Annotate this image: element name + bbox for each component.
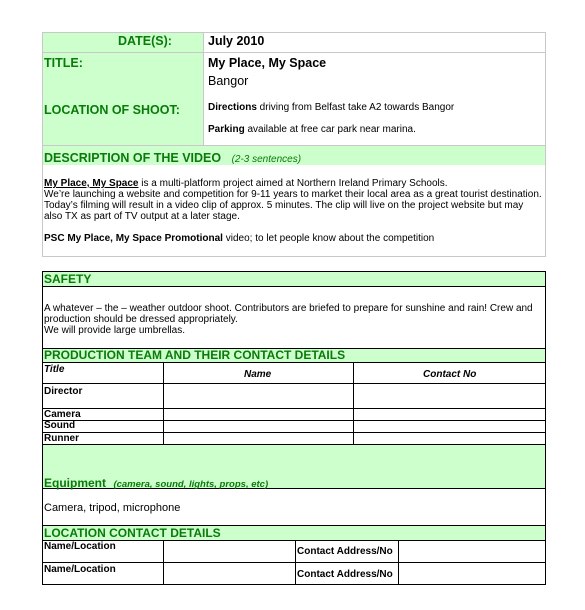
production-col-name: Name bbox=[244, 369, 272, 380]
role-director: Director bbox=[44, 386, 83, 397]
safety-heading: SAFETY bbox=[44, 272, 92, 286]
description-paragraph bbox=[44, 178, 544, 222]
description-project-name: My Place, My Space bbox=[44, 178, 139, 189]
role-camera: Camera bbox=[44, 409, 81, 420]
description-heading bbox=[44, 149, 301, 167]
location-row-1-contact-label: Contact Address/No bbox=[297, 546, 393, 557]
description-line-3: Today’s filming will result in a video clip of approx. 5 minutes. The clip will live on the project website but may bbox=[44, 200, 524, 211]
town-value: Bangor bbox=[208, 74, 249, 88]
description-line-1: is a multi-platform project aimed at Northern Ireland Primary Schools. bbox=[138, 178, 448, 189]
location-row-2-name-label: Name/Location bbox=[44, 564, 116, 575]
promo-rest: video; to let people know about the competition bbox=[222, 233, 435, 244]
role-sound: Sound bbox=[44, 420, 76, 431]
safety-heading-bar bbox=[42, 271, 545, 286]
equipment-hint: (camera, sound, lights, props, etc) bbox=[113, 479, 269, 490]
role-runner: Runner bbox=[44, 433, 79, 444]
location-row-1-name-label: Name/Location bbox=[44, 541, 116, 552]
location-contact-heading: LOCATION CONTACT DETAILS bbox=[44, 526, 221, 540]
parking-line bbox=[208, 124, 416, 135]
date-value: July 2010 bbox=[208, 34, 265, 48]
promo-bold: PSC My Place, My Space Promotional bbox=[44, 233, 223, 244]
directions-line bbox=[208, 102, 454, 113]
production-col-title: Title bbox=[44, 364, 65, 375]
equipment-value: Camera, tripod, microphone bbox=[44, 502, 181, 514]
parking-text: available at free car park near marina. bbox=[244, 124, 416, 135]
safety-line-2: production should be dressed appropriately. bbox=[44, 314, 238, 325]
title-label: TITLE: bbox=[44, 56, 83, 70]
equipment-heading bbox=[44, 474, 268, 492]
equipment-label: Equipment bbox=[44, 476, 106, 490]
directions-label: Directions bbox=[208, 102, 257, 113]
safety-line-3: We will provide large umbrellas. bbox=[44, 325, 185, 336]
location-label: LOCATION OF SHOOT: bbox=[44, 103, 180, 117]
description-line-2: We’re launching a website and competition for 9-11 years to market their local area as a great tourist destination. bbox=[44, 189, 542, 200]
description-promo-line bbox=[44, 233, 434, 244]
directions-text: driving from Belfast take A2 towards Bangor bbox=[256, 102, 455, 113]
title-value: My Place, My Space bbox=[208, 56, 327, 70]
safety-text bbox=[44, 303, 544, 336]
production-col-contact: Contact No bbox=[423, 369, 477, 380]
production-heading: PRODUCTION TEAM AND THEIR CONTACT DETAILS bbox=[44, 348, 346, 362]
description-hint: (2-3 sentences) bbox=[231, 154, 302, 165]
description-line-4: also TX as part of TV output at a later stage. bbox=[44, 211, 240, 222]
location-row-2-contact-label: Contact Address/No bbox=[297, 569, 393, 580]
safety-line-1: A whatever – the – weather outdoor shoot. Contributors are briefed to prepare for sunshine and rain! Crew and bbox=[44, 303, 533, 314]
description-title: DESCRIPTION OF THE VIDEO bbox=[44, 151, 222, 165]
date-label: DATE(S): bbox=[118, 34, 172, 48]
parking-label: Parking bbox=[208, 124, 245, 135]
